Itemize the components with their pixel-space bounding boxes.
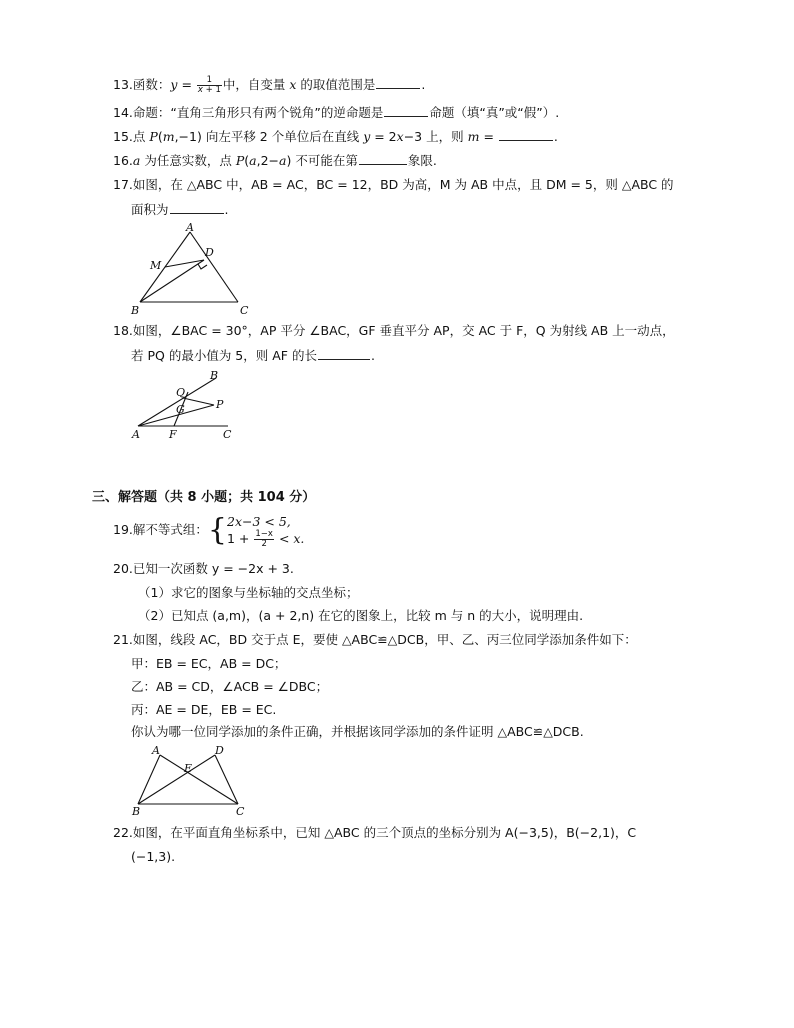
figure-18-angle <box>128 368 248 444</box>
question-22-line2: (−1,3). <box>131 849 176 864</box>
question-16: 16.a 为任意实数，点 P(a,2−a) 不可能在第 象限. <box>113 153 437 168</box>
label-a: A <box>152 744 160 757</box>
right-angle-mark <box>198 264 207 269</box>
question-17: 17.如图，在 △ABC 中，AB = AC，BC = 12，BD 为高，M 为 AB 中点，且 DM = 5，则 △ABC 的 <box>113 177 674 192</box>
label-a: A <box>132 428 140 441</box>
question-18: 18.如图，∠BAC = 30°，AP 平分 ∠BAC，GF 垂直平分 AP，交 AC 于 F，Q 为射线 AB 上一动点， <box>113 323 675 338</box>
question-20: 20.已知一次函数 y = −2x + 3. <box>113 561 294 576</box>
answer-blank <box>499 127 553 141</box>
condition-yi: 乙：AB = CD，∠ACB = ∠DBC； <box>131 679 329 694</box>
label-q: Q <box>176 386 186 399</box>
label-b: B <box>131 304 140 317</box>
answer-blank <box>359 151 407 165</box>
question-18-line2: 若 PQ 的最小值为 5，则 AF 的长 . <box>131 348 375 363</box>
question-21-ask: 你认为哪一位同学添加的条件正确，并根据该同学添加的条件证明 △ABC≌△DCB. <box>131 724 584 739</box>
answer-blank <box>170 200 224 214</box>
figure-21-quadrilateral <box>128 742 256 818</box>
brace-symbol: { <box>207 512 227 548</box>
question-13: 13.函数：y = $\frac{1}{x + 1}$ 中，自变量 x 的取值范围是 . <box>113 75 426 95</box>
answer-blank <box>376 75 420 89</box>
label-a: A <box>186 222 194 234</box>
label-b: B <box>132 805 141 818</box>
condition-bing: 丙：AE = DE，EB = EC. <box>131 702 277 717</box>
label-e: E <box>184 762 193 775</box>
question-14: 14.命题：“直角三角形只有两个锐角”的逆命题是 命题（填“真”或“假”）. <box>113 105 560 120</box>
figure-17-triangle <box>128 222 258 320</box>
label-c: C <box>223 428 232 441</box>
label-c: C <box>236 805 245 818</box>
label-c: C <box>240 304 249 317</box>
answer-blank <box>384 103 428 117</box>
label-p: P <box>216 398 224 411</box>
formula-y: y <box>170 77 178 92</box>
question-20-part2: （2）已知点 (a,m)，(a + 2,n) 在它的图象上，比较 m 与 n 的大小，说明理由. <box>138 608 584 623</box>
question-22: 22.如图，在平面直角坐标系中，已知 △ABC 的三个顶点的坐标分别为 A(−3,5)，B(−2,1)，C <box>113 825 637 840</box>
answer-blank <box>318 346 370 360</box>
question-19: 19.解不等式组：{ 2x−3 < 5, 1 + $\frac{1-x}{2}$ < x. <box>113 512 305 549</box>
segment-pq <box>183 398 214 405</box>
label-b: B <box>210 369 219 382</box>
question-20-part1: （1）求它的图象与坐标轴的交点坐标； <box>138 585 359 600</box>
label-f: F <box>169 428 177 441</box>
label-m: M <box>150 259 162 272</box>
question-21: 21.如图，线段 AC，BD 交于点 E，要使 △ABC≌△DCB，甲、乙、丙三位同学添加条件如下： <box>113 632 637 647</box>
label-g: G <box>176 403 185 416</box>
label-d: D <box>215 744 224 757</box>
section-title: 三、解答题（共 8 小题；共 104 分） <box>92 490 316 505</box>
segment-ac <box>190 232 238 302</box>
fraction-1-over-x-plus-1: $\frac{1}{x + 1}$ <box>197 75 221 95</box>
question-15: 15.点 P(m,−1) 向左平移 2 个单位后在直线 y = 2x−3 上，则 m = . <box>113 129 558 144</box>
condition-jia: 甲：EB = EC，AB = DC； <box>131 656 287 671</box>
inequality-system: 2x−3 < 5, 1 + $\frac{1-x}{2}$ < x. <box>227 513 305 549</box>
question-17-line2: 面积为 . <box>131 202 229 217</box>
label-d: D <box>205 246 214 259</box>
